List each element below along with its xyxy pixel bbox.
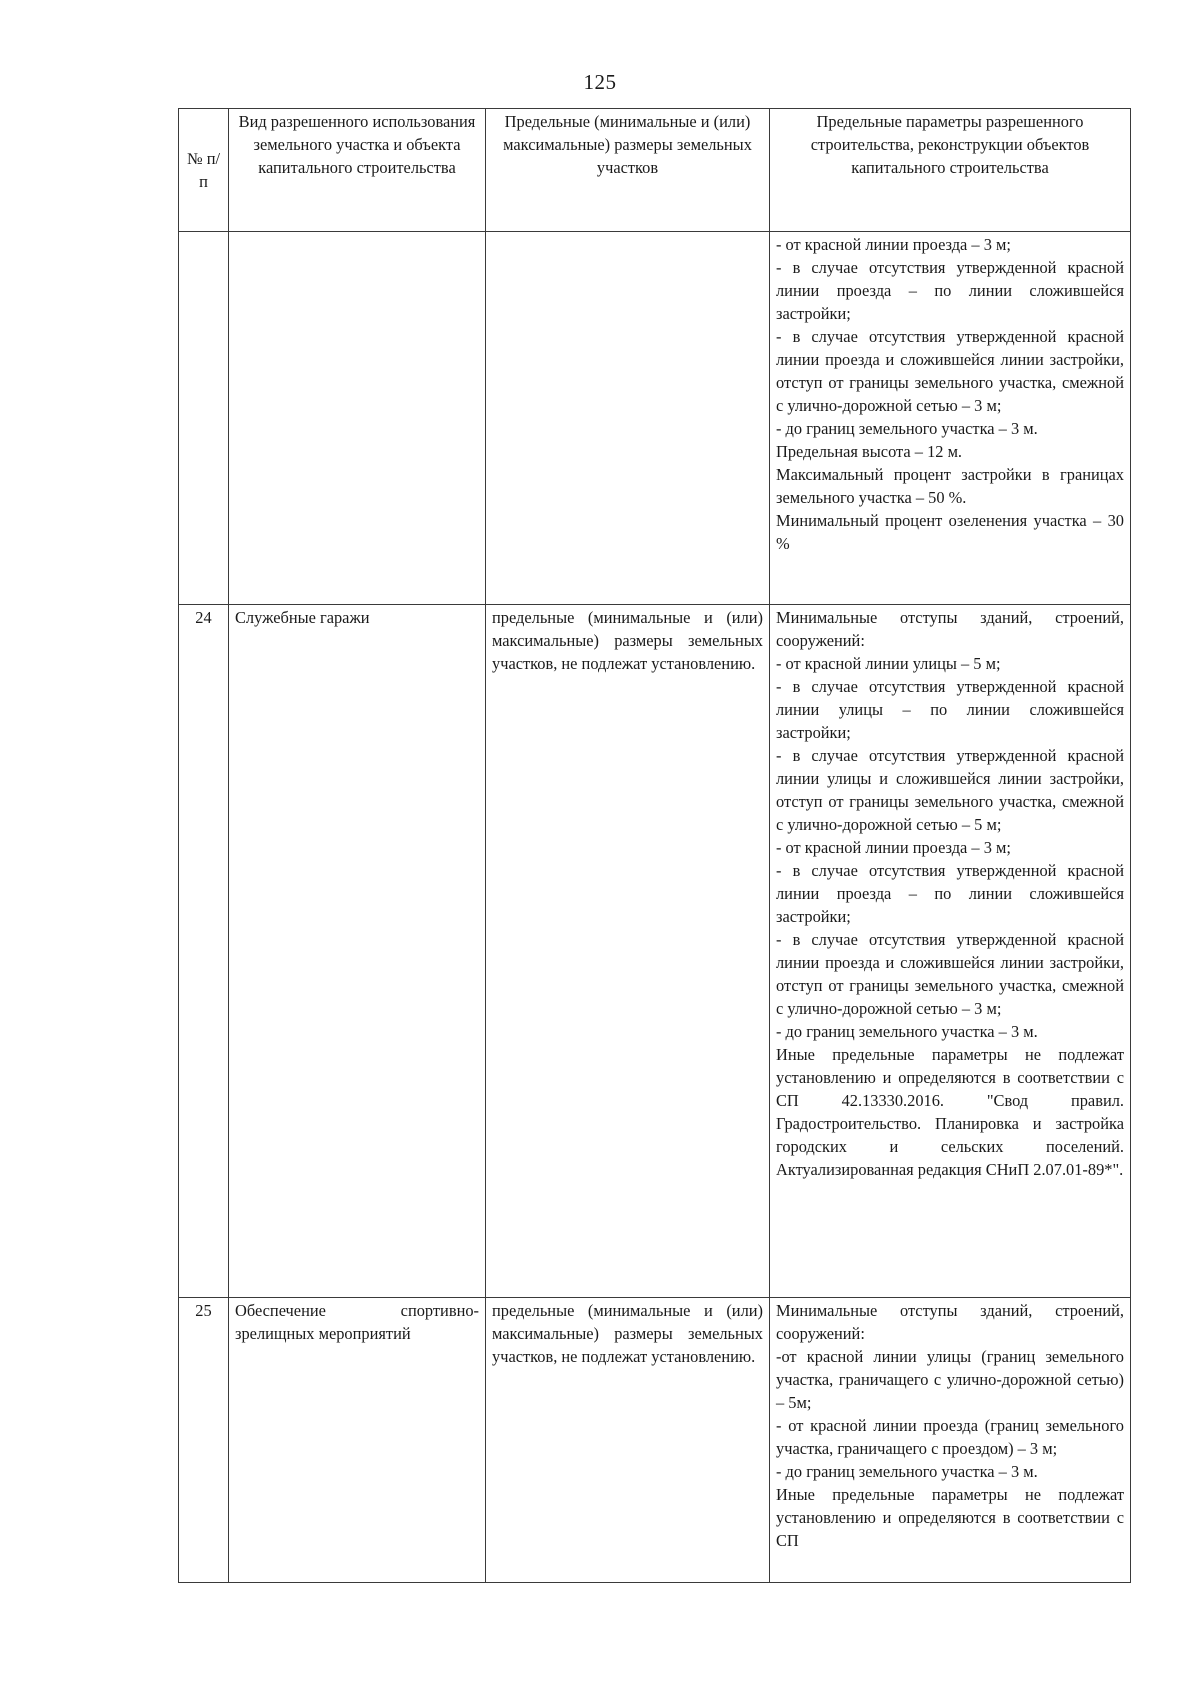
row-use-kind: Служебные гаражи: [229, 605, 486, 1298]
param-line: - в случае отсутствия утвержденной красной линии проезда и сложившейся линии застройки, отступ от границы земельного участка, смежной с улично-дорожной сетью – 3 м;: [776, 930, 1124, 1018]
header-use-kind: Вид разрешенного использования земельного участка и объекта капитального строительства: [229, 109, 486, 232]
param-line: Предельная высота – 12 м.: [776, 442, 963, 461]
param-line: - до границ земельного участка – 3 м.: [776, 1462, 1038, 1481]
param-line: - в случае отсутствия утвержденной красной линии улицы и сложившейся линии застройки, отступ от границы земельного участка, смежной с улично-дорожной сетью – 5 м;: [776, 746, 1124, 834]
row-plot-size: [486, 232, 770, 605]
row-build-params: [770, 605, 1131, 1298]
param-line: Минимальные отступы зданий, строений, сооружений:: [776, 1301, 1124, 1343]
param-line: - в случае отсутствия утвержденной красной линии улицы – по линии сложившейся застройки;: [776, 677, 1124, 742]
param-line: - до границ земельного участка – 3 м.: [776, 419, 1038, 438]
param-line: Минимальный процент озеленения участка – 30 %: [776, 511, 1124, 553]
param-line: Иные предельные параметры не подлежат установлению и определяются в соответствии с СП: [776, 1485, 1124, 1550]
param-line: - в случае отсутствия утвержденной красной линии проезда и сложившейся линии застройки, отступ от границы земельного участка, смежной с улично-дорожной сетью – 3 м;: [776, 327, 1124, 415]
row-build-params: [770, 232, 1131, 605]
regulations-table: [178, 108, 1131, 1583]
row-build-params: [770, 1298, 1131, 1583]
row-number: [179, 232, 229, 605]
table-row: [179, 232, 1131, 605]
row-plot-size: предельные (минимальные и (или) максимальные) размеры земельных участков, не подлежат установлению.: [486, 605, 770, 1298]
param-line: - от красной линии улицы – 5 м;: [776, 654, 1001, 673]
param-line: Минимальные отступы зданий, строений, сооружений:: [776, 608, 1124, 650]
param-line: - в случае отсутствия утвержденной красной линии проезда – по линии сложившейся застройки;: [776, 258, 1124, 323]
table-header-row: [179, 109, 1131, 232]
row-plot-size: предельные (минимальные и (или) максимальные) размеры земельных участков, не подлежат установлению.: [486, 1298, 770, 1583]
param-line: -от красной линии улицы (границ земельного участка, граничащего с улично-дорожной сетью) – 5м;: [776, 1347, 1124, 1412]
table-row: [179, 1298, 1131, 1583]
param-line: - в случае отсутствия утвержденной красной линии проезда – по линии сложившейся застройки;: [776, 861, 1124, 926]
param-line: - от красной линии проезда (границ земельного участка, граничащего с проездом) – 3 м;: [776, 1416, 1124, 1458]
param-line: - от красной линии проезда – 3 м;: [776, 838, 1011, 857]
page-number: 125: [583, 70, 617, 94]
param-line: Максимальный процент застройки в границах земельного участка – 50 %.: [776, 465, 1124, 507]
row-number: 24: [179, 605, 229, 1298]
header-build-params: Предельные параметры разрешенного строительства, реконструкции объектов капитального строительства: [770, 109, 1131, 232]
param-line: - до границ земельного участка – 3 м.: [776, 1022, 1038, 1041]
row-use-kind: Обеспечение спортивно-зрелищных мероприятий: [229, 1298, 486, 1583]
header-number: № п/п: [179, 109, 229, 232]
header-plot-size: Предельные (минимальные и (или) максимальные) размеры земельных участков: [486, 109, 770, 232]
row-use-kind: [229, 232, 486, 605]
table-row: [179, 605, 1131, 1298]
param-line: - от красной линии проезда – 3 м;: [776, 235, 1011, 254]
param-line: Иные предельные параметры не подлежат установлению и определяются в соответствии с СП 42.13330.2016. "Свод правил. Градостроительство. Планировка и застройка городских и сельских поселений. Актуализированная редакция СНиП 2.07.01-89*".: [776, 1045, 1124, 1179]
row-number: 25: [179, 1298, 229, 1583]
